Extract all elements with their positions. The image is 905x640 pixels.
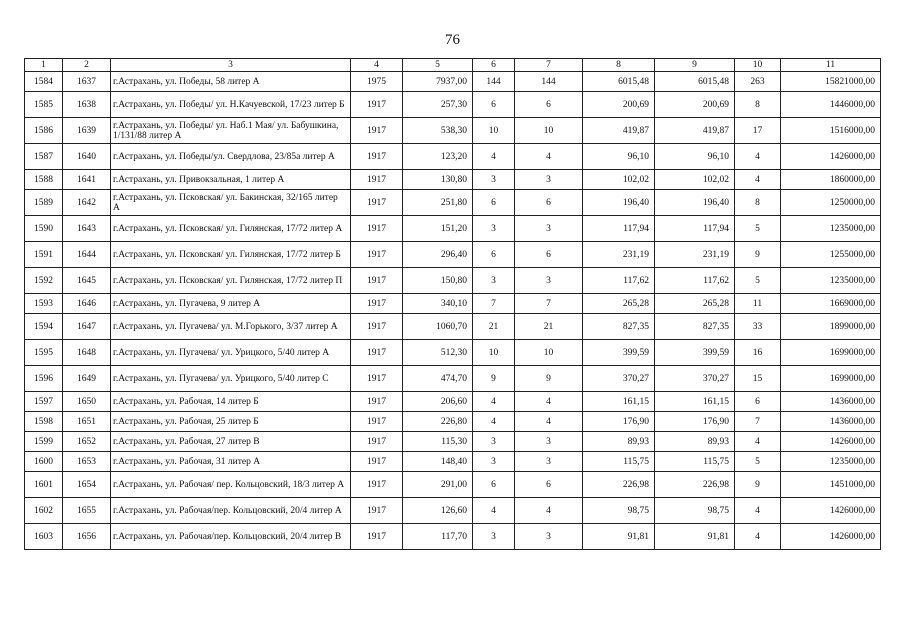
table-row (25, 392, 881, 412)
cell-col9: 117,94 (655, 216, 735, 242)
cell-col10: 33 (735, 314, 781, 340)
cell-number: 1594 (25, 314, 63, 340)
cell-number: 1596 (25, 366, 63, 392)
cell-col6: 6 (473, 92, 515, 118)
cell-col7: 6 (515, 472, 583, 498)
cell-address: г.Астрахань, ул. Привокзальная, 1 литер А (111, 170, 351, 190)
cell-value: 1446000,00 (781, 92, 881, 118)
cell-area: 148,40 (403, 452, 473, 472)
column-header: 2 (63, 59, 111, 72)
table-row (25, 242, 881, 268)
cell-value: 1235000,00 (781, 268, 881, 294)
cell-col8: 196,40 (583, 190, 655, 216)
cell-address: г.Астрахань, ул. Победы, 58 литер А (111, 72, 351, 92)
cell-col8: 89,93 (583, 432, 655, 452)
cell-object-id: 1647 (63, 314, 111, 340)
cell-area: 130,80 (403, 170, 473, 190)
cell-number: 1585 (25, 92, 63, 118)
cell-area: 1060,70 (403, 314, 473, 340)
cell-object-id: 1654 (63, 472, 111, 498)
column-header: 11 (781, 59, 881, 72)
cell-object-id: 1637 (63, 72, 111, 92)
cell-col7: 10 (515, 118, 583, 144)
cell-year: 1917 (351, 92, 403, 118)
cell-area: 126,60 (403, 498, 473, 524)
cell-col9: 196,40 (655, 190, 735, 216)
cell-value: 1860000,00 (781, 170, 881, 190)
cell-col6: 21 (473, 314, 515, 340)
cell-address: г.Астрахань, ул. Пугачева/ ул. Урицкого, 5/40 литер С (111, 366, 351, 392)
cell-col8: 98,75 (583, 498, 655, 524)
cell-year: 1917 (351, 144, 403, 170)
cell-value: 1235000,00 (781, 452, 881, 472)
cell-col8: 117,62 (583, 268, 655, 294)
table-row (25, 170, 881, 190)
cell-area: 115,30 (403, 432, 473, 452)
cell-address: г.Астрахань, ул. Пугачева/ ул. М.Горького, 3/37 литер А (111, 314, 351, 340)
cell-area: 296,40 (403, 242, 473, 268)
cell-number: 1603 (25, 524, 63, 550)
cell-year: 1917 (351, 118, 403, 144)
table-header-row (25, 59, 881, 72)
cell-col7: 7 (515, 294, 583, 314)
cell-area: 226,80 (403, 412, 473, 432)
cell-col6: 10 (473, 118, 515, 144)
cell-value: 1250000,00 (781, 190, 881, 216)
cell-object-id: 1642 (63, 190, 111, 216)
cell-address: г.Астрахань, ул. Рабочая/пер. Кольцовский, 20/4 литер А (111, 498, 351, 524)
cell-area: 117,70 (403, 524, 473, 550)
cell-col10: 6 (735, 392, 781, 412)
table-row (25, 92, 881, 118)
page-number: 76 (445, 32, 460, 48)
cell-col8: 265,28 (583, 294, 655, 314)
cell-address: г.Астрахань, ул. Рабочая, 25 литер Б (111, 412, 351, 432)
cell-address: г.Астрахань, ул. Победы/ул. Свердлова, 23/85а литер А (111, 144, 351, 170)
cell-address: г.Астрахань, ул. Псковская/ ул. Гилянская, 17/72 литер П (111, 268, 351, 294)
cell-value: 1436000,00 (781, 392, 881, 412)
cell-value: 1436000,00 (781, 412, 881, 432)
cell-col7: 9 (515, 366, 583, 392)
table-row (25, 190, 881, 216)
cell-col10: 17 (735, 118, 781, 144)
cell-col8: 226,98 (583, 472, 655, 498)
cell-col8: 115,75 (583, 452, 655, 472)
cell-col10: 7 (735, 412, 781, 432)
column-header: 1 (25, 59, 63, 72)
cell-col8: 370,27 (583, 366, 655, 392)
cell-address: г.Астрахань, ул. Победы/ ул. Наб.1 Мая/ ул. Бабушкина, 1/131/88 литер А (111, 118, 351, 144)
cell-col10: 8 (735, 190, 781, 216)
cell-col10: 4 (735, 524, 781, 550)
cell-number: 1584 (25, 72, 63, 92)
cell-address: г.Астрахань, ул. Псковская/ ул. Гилянская, 17/72 литер Б (111, 242, 351, 268)
cell-col7: 4 (515, 392, 583, 412)
cell-col10: 15 (735, 366, 781, 392)
cell-col8: 399,59 (583, 340, 655, 366)
cell-object-id: 1656 (63, 524, 111, 550)
cell-number: 1598 (25, 412, 63, 432)
cell-col9: 226,98 (655, 472, 735, 498)
cell-col8: 96,10 (583, 144, 655, 170)
cell-value: 1426000,00 (781, 432, 881, 452)
cell-col8: 176,90 (583, 412, 655, 432)
cell-col9: 117,62 (655, 268, 735, 294)
table-row (25, 452, 881, 472)
cell-number: 1592 (25, 268, 63, 294)
cell-col8: 117,94 (583, 216, 655, 242)
cell-year: 1917 (351, 498, 403, 524)
cell-address: г.Астрахань, ул. Пугачева/ ул. Урицкого, 5/40 литер А (111, 340, 351, 366)
table-row (25, 366, 881, 392)
table-row (25, 412, 881, 432)
cell-col7: 3 (515, 216, 583, 242)
table-body (25, 72, 881, 550)
cell-value: 1235000,00 (781, 216, 881, 242)
column-header: 9 (655, 59, 735, 72)
cell-col7: 3 (515, 268, 583, 294)
cell-col7: 6 (515, 190, 583, 216)
column-header: 8 (583, 59, 655, 72)
cell-object-id: 1644 (63, 242, 111, 268)
table-row (25, 472, 881, 498)
cell-value: 1899000,00 (781, 314, 881, 340)
table-row (25, 72, 881, 92)
cell-col6: 3 (473, 524, 515, 550)
cell-area: 7937,00 (403, 72, 473, 92)
cell-year: 1917 (351, 340, 403, 366)
cell-col7: 6 (515, 242, 583, 268)
cell-object-id: 1651 (63, 412, 111, 432)
cell-area: 474,70 (403, 366, 473, 392)
cell-col10: 5 (735, 452, 781, 472)
cell-col10: 263 (735, 72, 781, 92)
cell-col9: 176,90 (655, 412, 735, 432)
cell-address: г.Астрахань, ул. Пугачева, 9 литер А (111, 294, 351, 314)
cell-object-id: 1640 (63, 144, 111, 170)
cell-col9: 231,19 (655, 242, 735, 268)
cell-col6: 6 (473, 472, 515, 498)
cell-col8: 6015,48 (583, 72, 655, 92)
cell-col6: 3 (473, 268, 515, 294)
cell-col7: 3 (515, 452, 583, 472)
table-row (25, 294, 881, 314)
cell-col10: 16 (735, 340, 781, 366)
cell-col10: 5 (735, 268, 781, 294)
cell-area: 206,60 (403, 392, 473, 412)
cell-year: 1917 (351, 472, 403, 498)
cell-col8: 102,02 (583, 170, 655, 190)
cell-value: 1255000,00 (781, 242, 881, 268)
cell-col6: 3 (473, 216, 515, 242)
cell-object-id: 1646 (63, 294, 111, 314)
table-row (25, 144, 881, 170)
registry-table (24, 58, 881, 550)
cell-number: 1593 (25, 294, 63, 314)
cell-object-id: 1655 (63, 498, 111, 524)
cell-col8: 231,19 (583, 242, 655, 268)
cell-col6: 3 (473, 170, 515, 190)
cell-col10: 4 (735, 498, 781, 524)
cell-value: 15821000,00 (781, 72, 881, 92)
cell-col8: 91,81 (583, 524, 655, 550)
cell-number: 1589 (25, 190, 63, 216)
cell-col7: 4 (515, 412, 583, 432)
cell-number: 1587 (25, 144, 63, 170)
cell-object-id: 1645 (63, 268, 111, 294)
cell-number: 1599 (25, 432, 63, 452)
cell-col8: 419,87 (583, 118, 655, 144)
cell-col6: 4 (473, 498, 515, 524)
column-header: 6 (473, 59, 515, 72)
cell-col10: 4 (735, 144, 781, 170)
cell-year: 1917 (351, 452, 403, 472)
cell-year: 1917 (351, 242, 403, 268)
cell-col10: 4 (735, 170, 781, 190)
cell-object-id: 1641 (63, 170, 111, 190)
cell-col9: 399,59 (655, 340, 735, 366)
cell-object-id: 1648 (63, 340, 111, 366)
cell-address: г.Астрахань, ул. Псковская/ ул. Бакинская, 32/165 литер А (111, 190, 351, 216)
cell-col9: 102,02 (655, 170, 735, 190)
cell-col7: 21 (515, 314, 583, 340)
table-row (25, 216, 881, 242)
cell-year: 1917 (351, 412, 403, 432)
cell-address: г.Астрахань, ул. Победы/ ул. Н.Качуевской, 17/23 литер Б (111, 92, 351, 118)
cell-col9: 161,15 (655, 392, 735, 412)
cell-object-id: 1652 (63, 432, 111, 452)
cell-area: 538,30 (403, 118, 473, 144)
cell-year: 1917 (351, 268, 403, 294)
cell-year: 1917 (351, 366, 403, 392)
cell-col7: 10 (515, 340, 583, 366)
cell-col9: 91,81 (655, 524, 735, 550)
cell-col9: 419,87 (655, 118, 735, 144)
cell-object-id: 1649 (63, 366, 111, 392)
cell-col9: 265,28 (655, 294, 735, 314)
table-row (25, 340, 881, 366)
cell-number: 1601 (25, 472, 63, 498)
cell-col7: 144 (515, 72, 583, 92)
cell-col9: 6015,48 (655, 72, 735, 92)
column-header: 3 (111, 59, 351, 72)
cell-area: 251,80 (403, 190, 473, 216)
cell-object-id: 1638 (63, 92, 111, 118)
cell-value: 1451000,00 (781, 472, 881, 498)
cell-number: 1600 (25, 452, 63, 472)
cell-col6: 4 (473, 144, 515, 170)
cell-object-id: 1643 (63, 216, 111, 242)
cell-col7: 3 (515, 524, 583, 550)
cell-col6: 4 (473, 412, 515, 432)
column-header: 10 (735, 59, 781, 72)
cell-col10: 8 (735, 92, 781, 118)
cell-col6: 4 (473, 392, 515, 412)
cell-col6: 3 (473, 432, 515, 452)
cell-col10: 9 (735, 242, 781, 268)
cell-col9: 115,75 (655, 452, 735, 472)
cell-number: 1597 (25, 392, 63, 412)
cell-col7: 3 (515, 432, 583, 452)
cell-value: 1426000,00 (781, 498, 881, 524)
table-row (25, 268, 881, 294)
cell-address: г.Астрахань, ул. Рабочая/пер. Кольцовский, 20/4 литер В (111, 524, 351, 550)
cell-year: 1917 (351, 524, 403, 550)
table-row (25, 498, 881, 524)
cell-col9: 370,27 (655, 366, 735, 392)
cell-col10: 5 (735, 216, 781, 242)
cell-col10: 9 (735, 472, 781, 498)
cell-number: 1588 (25, 170, 63, 190)
cell-year: 1917 (351, 314, 403, 340)
cell-value: 1516000,00 (781, 118, 881, 144)
cell-address: г.Астрахань, ул. Рабочая/ пер. Кольцовский, 18/3 литер А (111, 472, 351, 498)
cell-col8: 161,15 (583, 392, 655, 412)
cell-col6: 3 (473, 452, 515, 472)
cell-col8: 827,35 (583, 314, 655, 340)
cell-year: 1917 (351, 170, 403, 190)
cell-year: 1917 (351, 216, 403, 242)
cell-address: г.Астрахань, ул. Рабочая, 31 литер А (111, 452, 351, 472)
cell-object-id: 1650 (63, 392, 111, 412)
table-row (25, 432, 881, 452)
cell-value: 1699000,00 (781, 340, 881, 366)
cell-area: 512,30 (403, 340, 473, 366)
cell-col6: 144 (473, 72, 515, 92)
cell-value: 1669000,00 (781, 294, 881, 314)
cell-col8: 200,69 (583, 92, 655, 118)
column-header: 4 (351, 59, 403, 72)
cell-area: 151,20 (403, 216, 473, 242)
cell-col6: 10 (473, 340, 515, 366)
cell-col9: 98,75 (655, 498, 735, 524)
cell-area: 291,00 (403, 472, 473, 498)
column-header: 5 (403, 59, 473, 72)
cell-col10: 11 (735, 294, 781, 314)
cell-address: г.Астрахань, ул. Рабочая, 27 литер В (111, 432, 351, 452)
cell-area: 123,20 (403, 144, 473, 170)
cell-object-id: 1653 (63, 452, 111, 472)
cell-col9: 200,69 (655, 92, 735, 118)
table-row (25, 314, 881, 340)
cell-col6: 9 (473, 366, 515, 392)
table-row (25, 524, 881, 550)
cell-year: 1917 (351, 294, 403, 314)
cell-col7: 4 (515, 498, 583, 524)
cell-area: 340,10 (403, 294, 473, 314)
cell-number: 1590 (25, 216, 63, 242)
cell-col6: 7 (473, 294, 515, 314)
cell-col7: 6 (515, 92, 583, 118)
cell-col9: 89,93 (655, 432, 735, 452)
cell-address: г.Астрахань, ул. Псковская/ ул. Гилянская, 17/72 литер А (111, 216, 351, 242)
cell-col7: 3 (515, 170, 583, 190)
column-header: 7 (515, 59, 583, 72)
cell-address: г.Астрахань, ул. Рабочая, 14 литер Б (111, 392, 351, 412)
cell-area: 257,30 (403, 92, 473, 118)
cell-col10: 4 (735, 432, 781, 452)
cell-value: 1426000,00 (781, 144, 881, 170)
cell-number: 1586 (25, 118, 63, 144)
cell-object-id: 1639 (63, 118, 111, 144)
cell-value: 1426000,00 (781, 524, 881, 550)
cell-col9: 827,35 (655, 314, 735, 340)
cell-value: 1699000,00 (781, 366, 881, 392)
cell-col6: 6 (473, 190, 515, 216)
cell-number: 1591 (25, 242, 63, 268)
cell-number: 1595 (25, 340, 63, 366)
cell-col7: 4 (515, 144, 583, 170)
cell-year: 1917 (351, 190, 403, 216)
cell-year: 1975 (351, 72, 403, 92)
cell-col6: 6 (473, 242, 515, 268)
cell-year: 1917 (351, 432, 403, 452)
table-row (25, 118, 881, 144)
cell-number: 1602 (25, 498, 63, 524)
cell-area: 150,80 (403, 268, 473, 294)
cell-col9: 96,10 (655, 144, 735, 170)
cell-year: 1917 (351, 392, 403, 412)
